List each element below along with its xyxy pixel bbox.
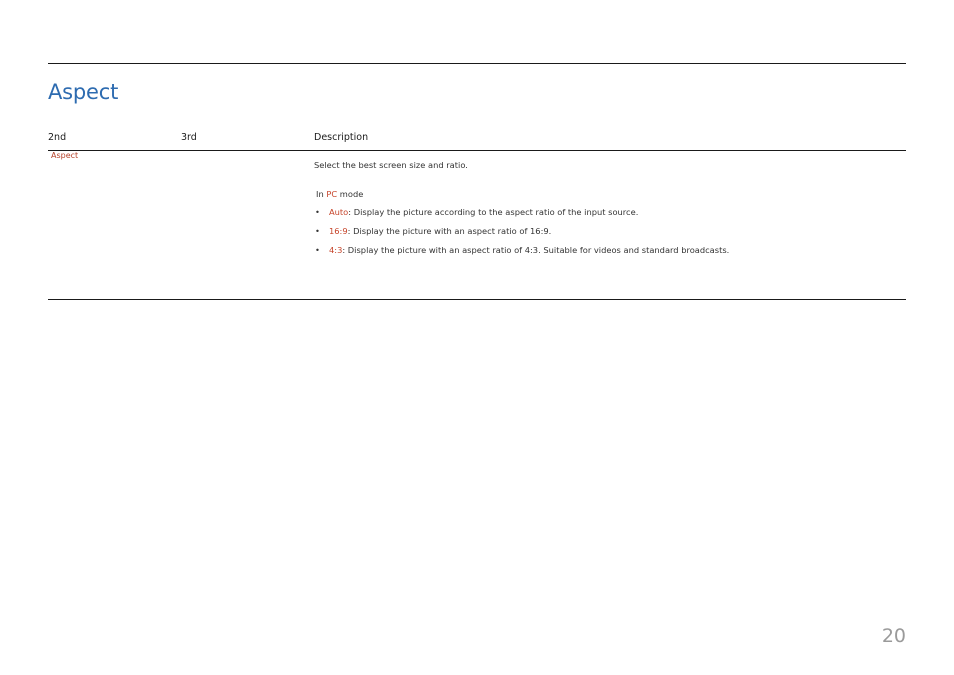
page-number: 20 [881, 625, 906, 647]
page-title: Aspect [48, 80, 119, 104]
option-item-4-3 [314, 245, 729, 264]
option-item-16-9 [314, 226, 729, 245]
header-3rd: 3rd [181, 132, 197, 143]
description-text: Select the best screen size and ratio. [314, 160, 468, 170]
bullet-icon: • [315, 226, 320, 236]
header-description: Description [314, 132, 369, 143]
top-divider [48, 63, 906, 64]
option-name: 4:3 [329, 245, 343, 255]
option-item-auto [314, 207, 729, 226]
mode-suffix: mode [339, 189, 364, 199]
mode-prefix: In [316, 189, 324, 199]
table-header [48, 130, 906, 151]
bottom-divider [48, 299, 906, 300]
option-text: : Display the picture with an aspect ratio of 4:3. Suitable for videos and standard broadcasts. [342, 245, 730, 255]
header-2nd: 2nd [48, 132, 67, 143]
bullet-icon: • [315, 245, 320, 255]
bullet-icon: • [315, 207, 320, 217]
option-text: : Display the picture according to the aspect ratio of the input source. [348, 207, 639, 217]
option-text: : Display the picture with an aspect ratio of 16:9. [347, 226, 552, 236]
option-name: 16:9 [329, 226, 348, 236]
mode-note [316, 189, 363, 200]
option-name: Auto [329, 207, 349, 217]
menu-item-aspect: Aspect [51, 151, 79, 160]
option-list [314, 207, 729, 264]
mode-name: PC [326, 189, 338, 199]
